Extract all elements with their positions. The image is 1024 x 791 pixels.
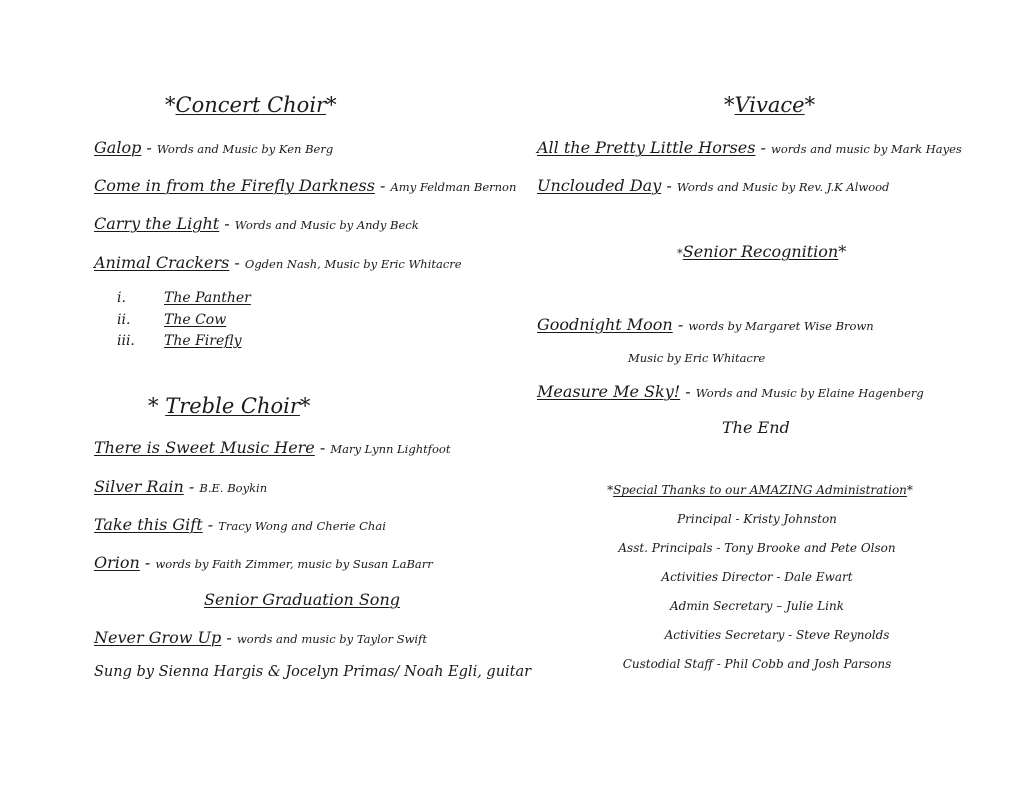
staff-asst-principals: Asst. Principals - Tony Brooke and Pete Olson: [618, 541, 896, 555]
goodnight-music-credit: Music by Eric Whitacre: [628, 351, 766, 365]
song-carry-the-light: Carry the Light - Words and Music by Andy Beck: [94, 214, 419, 233]
staff-admin-secretary: Admin Secretary – Julie Link: [669, 599, 845, 613]
staff-activities-secretary: Activities Secretary - Steve Reynolds: [664, 628, 890, 642]
song-measure-me-sky: Measure Me Sky! - Words and Music by Elaine Hagenberg: [537, 382, 924, 401]
movement-item: i.: [117, 290, 126, 306]
song-animal-crackers: Animal Crackers - Ogden Nash, Music by Eric Whitacre: [94, 253, 462, 272]
concert-choir-heading: *Concert Choir*: [165, 93, 337, 117]
sung-by-line: Sung by Sienna Hargis & Jocelyn Primas/ Noah Egli, guitar: [94, 664, 532, 680]
song-take-this-gift: Take this Gift - Tracy Wong and Cherie Chai: [94, 515, 386, 534]
song-unclouded-day: Unclouded Day - Words and Music by Rev. J.K Alwood: [537, 176, 890, 195]
movement-title: The Panther: [164, 290, 251, 306]
song-sweet-music: There is Sweet Music Here - Mary Lynn Lightfoot: [94, 438, 451, 457]
special-thanks-heading: *Special Thanks to our AMAZING Administration*: [607, 483, 913, 497]
senior-recognition-heading: *Senior Recognition*: [677, 242, 847, 261]
movement-title: The Cow: [164, 312, 227, 328]
staff-principal: Principal - Kristy Johnston: [677, 512, 837, 526]
song-goodnight-moon: Goodnight Moon - words by Margaret Wise Brown: [537, 315, 874, 334]
treble-choir-heading: * Treble Choir*: [148, 394, 311, 418]
movement-title: The Firefly: [164, 333, 242, 349]
movement-item: iii.: [117, 333, 135, 349]
song-never-grow-up: Never Grow Up - words and music by Taylor Swift: [94, 628, 427, 647]
staff-activities-director: Activities Director - Dale Ewart: [661, 570, 853, 584]
senior-song-heading: Senior Graduation Song: [204, 590, 400, 609]
the-end: The End: [722, 418, 790, 437]
song-firefly-darkness: Come in from the Firefly Darkness - Amy Feldman Bernon: [94, 176, 517, 195]
movement-item: ii.: [117, 312, 131, 328]
vivace-heading: *Vivace*: [724, 93, 816, 117]
song-orion: Orion - words by Faith Zimmer, music by Susan LaBarr: [94, 553, 433, 572]
song-galop: Galop - Words and Music by Ken Berg: [94, 138, 334, 157]
song-pretty-horses: All the Pretty Little Horses - words and music by Mark Hayes: [537, 138, 962, 157]
staff-custodial: Custodial Staff - Phil Cobb and Josh Parsons: [622, 657, 892, 671]
song-silver-rain: Silver Rain - B.E. Boykin: [94, 477, 268, 496]
